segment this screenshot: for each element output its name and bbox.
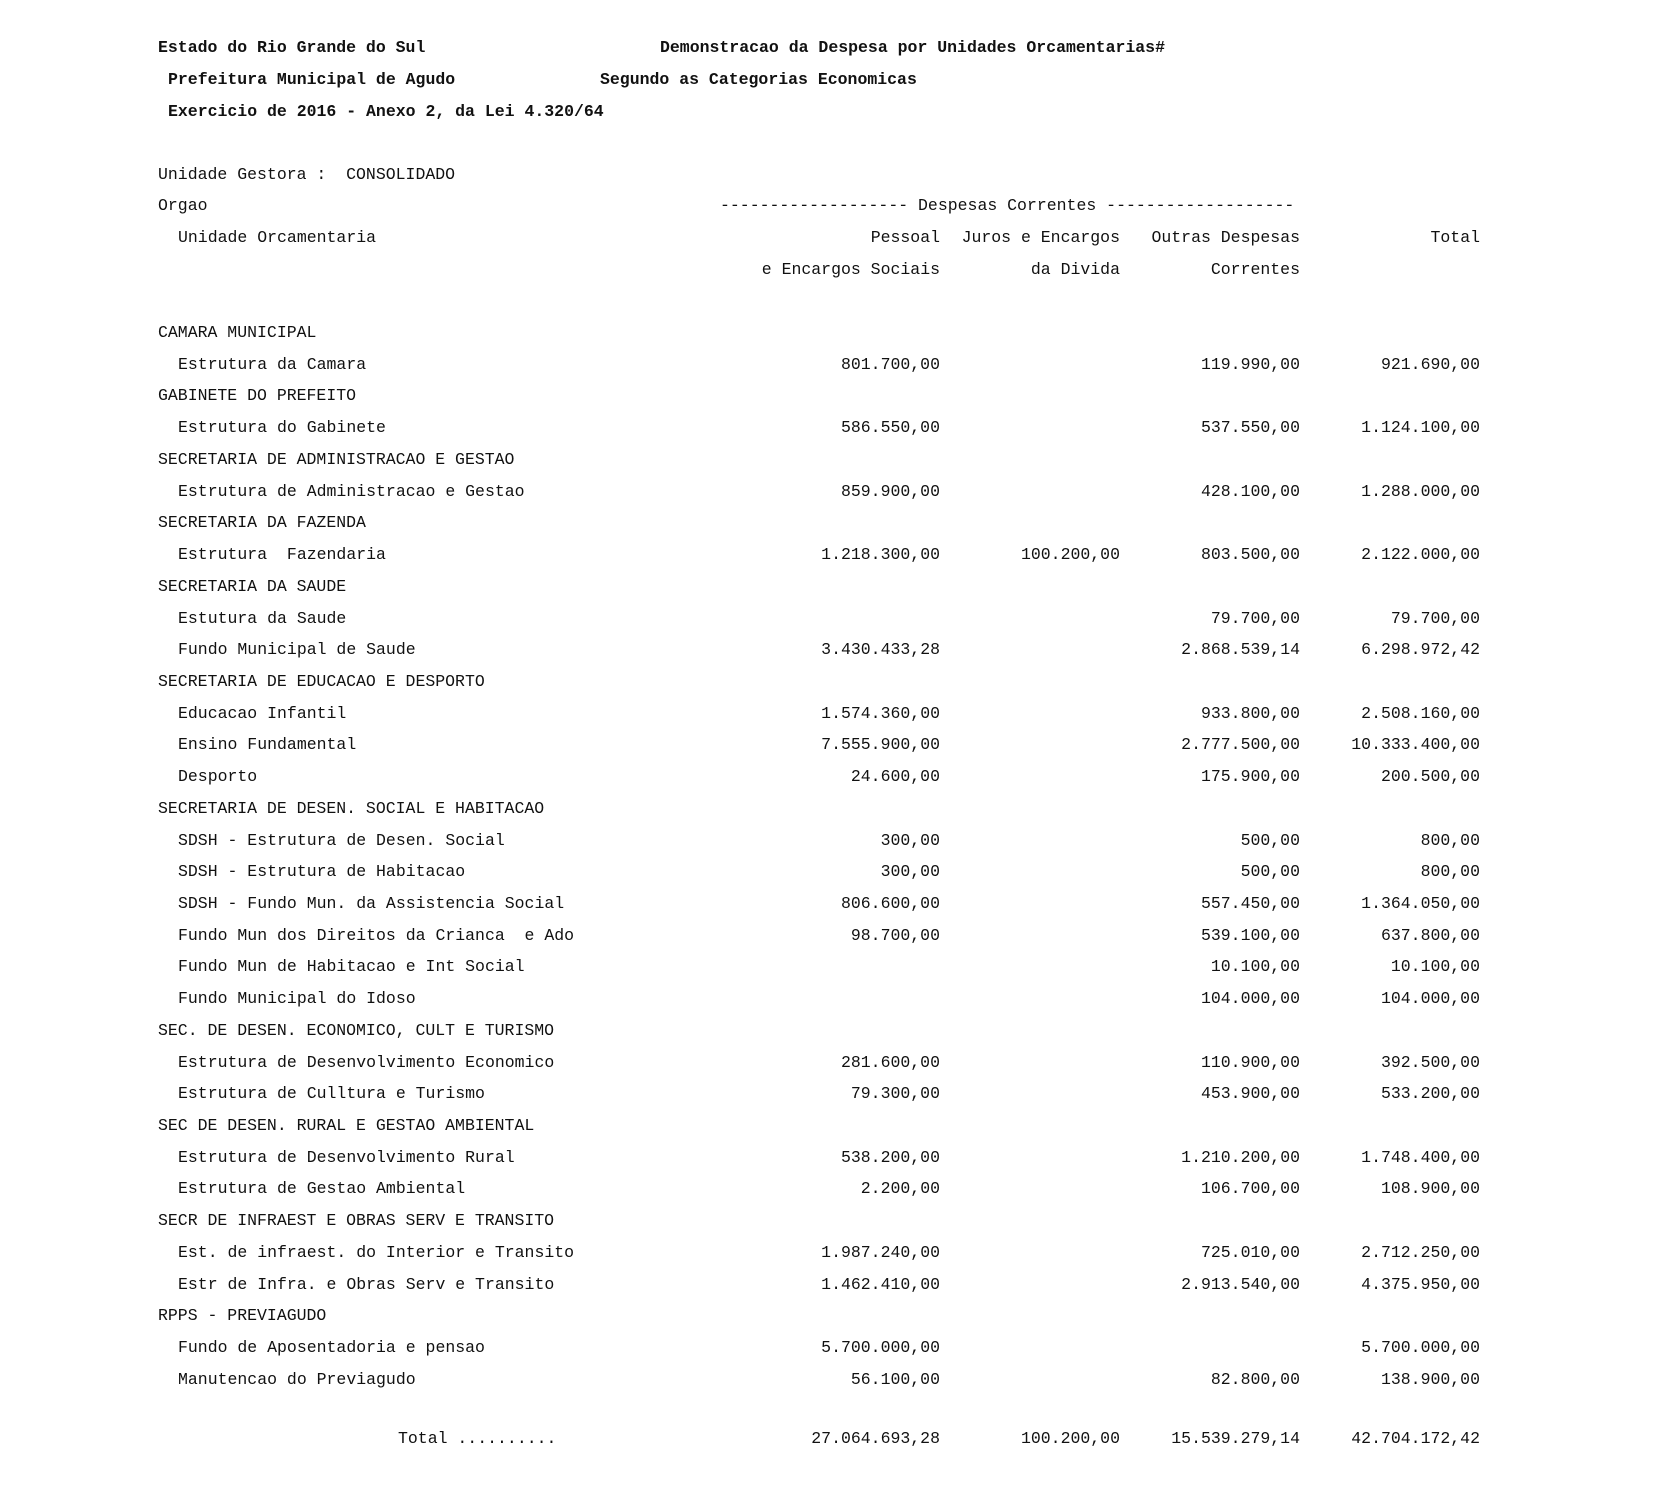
cell-total: 5.700.000,00 xyxy=(1361,1338,1480,1357)
unit-name: Est. de infraest. do Interior e Transito xyxy=(178,1242,575,1262)
cell-outras: 500,00 xyxy=(1240,830,1300,850)
unit-name: Estrutura de Administracao e Gestao xyxy=(178,481,525,501)
orgao-heading: SECRETARIA DE ADMINISTRACAO E GESTAO xyxy=(158,449,515,469)
cell-total: 1.748.400,00 xyxy=(1361,1147,1480,1167)
orgao-heading: SEC. DE DESEN. ECONOMICO, CULT E TURISMO xyxy=(158,1020,555,1040)
cell-pessoal: 859.900,00 xyxy=(840,481,940,501)
orgao-heading: SECRETARIA DA SAUDE xyxy=(158,576,347,596)
cell-total: 6.298.972,42 xyxy=(1361,640,1480,660)
cell-outras: 539.100,00 xyxy=(1200,925,1300,945)
cell-total: 104.000,00 xyxy=(1380,989,1480,1009)
cell-total: 921.690,00 xyxy=(1380,354,1480,374)
unit-name: Manutencao do Previagudo xyxy=(178,1369,416,1389)
unit-name: Educacao Infantil xyxy=(178,703,347,723)
unit-name: Estrutura do Gabinete xyxy=(178,418,386,438)
cell-outras: 119.990,00 xyxy=(1200,354,1300,374)
orgao-heading: SECR DE INFRAEST E OBRAS SERV E TRANSITO xyxy=(158,1211,555,1231)
municipality-name: Prefeitura Municipal de Agudo xyxy=(168,70,456,89)
cell-total: 138.900,00 xyxy=(1380,1369,1480,1389)
cell-pessoal: 281.600,00 xyxy=(840,1052,940,1072)
unit-name: Estrutura da Camara xyxy=(178,354,367,374)
cell-total: 4.375.950,00 xyxy=(1361,1274,1480,1294)
cell-total: 800,00 xyxy=(1420,830,1480,850)
col-header-outras: Outras Despesas xyxy=(1151,228,1300,247)
cell-total: 637.800,00 xyxy=(1380,925,1480,945)
cell-pessoal: 1.218.300,00 xyxy=(821,545,940,564)
cell-outras: 453.900,00 xyxy=(1200,1084,1300,1104)
orgao-heading: CAMARA MUNICIPAL xyxy=(158,323,317,342)
cell-total: 10.333.400,00 xyxy=(1351,735,1480,755)
orgao-heading: RPPS - PREVIAGUDO xyxy=(158,1306,327,1326)
unit-name: Estrutura de Desenvolvimento Rural xyxy=(178,1147,515,1167)
cell-outras: 110.900,00 xyxy=(1200,1052,1300,1072)
unit-name: SDSH - Estrutura de Desen. Social xyxy=(178,830,505,850)
cell-outras: 933.800,00 xyxy=(1200,703,1300,723)
cell-outras: 10.100,00 xyxy=(1210,957,1300,977)
cell-pessoal: 7.555.900,00 xyxy=(821,735,940,755)
cell-total: 533.200,00 xyxy=(1380,1084,1480,1104)
cell-pessoal: 1.987.240,00 xyxy=(821,1242,940,1262)
orgao-heading: SEC DE DESEN. RURAL E GESTAO AMBIENTAL xyxy=(158,1116,535,1135)
cell-pessoal: 1.462.410,00 xyxy=(821,1274,940,1294)
cell-total: 79.700,00 xyxy=(1390,608,1480,628)
cell-outras: 82.800,00 xyxy=(1210,1369,1300,1389)
cell-pessoal: 24.600,00 xyxy=(850,767,940,787)
col-header-total: Total xyxy=(1430,228,1480,247)
cell-outras: 175.900,00 xyxy=(1200,767,1300,787)
cell-pessoal: 79.300,00 xyxy=(850,1084,940,1104)
total-juros: 100.200,00 xyxy=(1020,1429,1120,1448)
unit-name: Fundo Mun de Habitacao e Int Social xyxy=(178,957,525,977)
cell-outras: 79.700,00 xyxy=(1210,608,1300,628)
col-header-pessoal: Pessoal xyxy=(870,228,940,247)
total-pessoal: 27.064.693,28 xyxy=(811,1429,940,1448)
col-header-outras-2: Correntes xyxy=(1210,260,1300,279)
cell-outras: 104.000,00 xyxy=(1200,989,1300,1009)
orgao-heading: SECRETARIA DE EDUCACAO E DESPORTO xyxy=(158,671,485,691)
cell-pessoal: 98.700,00 xyxy=(850,925,940,945)
cell-pessoal: 300,00 xyxy=(880,862,940,882)
cell-outras: 725.010,00 xyxy=(1200,1242,1300,1262)
orgao-heading: GABINETE DO PREFEITO xyxy=(158,386,357,406)
cell-outras: 803.500,00 xyxy=(1200,545,1300,564)
unit-name: SDSH - Fundo Mun. da Assistencia Social xyxy=(178,894,565,913)
cell-total: 2.122.000,00 xyxy=(1361,545,1480,564)
total-outras: 15.539.279,14 xyxy=(1171,1429,1300,1448)
unit-name: Desporto xyxy=(178,767,258,787)
col-group-despesas-correntes: ------------------- Despesas Correntes ------------------- xyxy=(720,196,1295,215)
cell-total: 392.500,00 xyxy=(1380,1052,1480,1072)
unidade-gestora: Unidade Gestora : CONSOLIDADO xyxy=(158,165,456,184)
cell-total: 800,00 xyxy=(1420,862,1480,882)
cell-pessoal: 2.200,00 xyxy=(860,1179,940,1199)
cell-outras: 428.100,00 xyxy=(1200,481,1300,501)
cell-total: 1.124.100,00 xyxy=(1361,418,1480,438)
cell-total: 2.712.250,00 xyxy=(1361,1242,1480,1262)
col-header-pessoal-2: e Encargos Sociais xyxy=(761,260,940,279)
unit-name: Estr de Infra. e Obras Serv e Transito xyxy=(178,1274,555,1294)
unit-name: Fundo Municipal do Idoso xyxy=(178,989,416,1009)
exercise-line: Exercicio de 2016 - Anexo 2, da Lei 4.320/64 xyxy=(168,102,604,121)
unit-name: Estrutura de Gestao Ambiental xyxy=(178,1179,466,1199)
unit-name: Estrutura Fazendaria xyxy=(178,545,386,564)
cell-pessoal: 806.600,00 xyxy=(840,894,940,913)
cell-pessoal: 3.430.433,28 xyxy=(821,640,940,660)
col-header-unidade: Unidade Orcamentaria xyxy=(178,228,377,247)
cell-total: 2.508.160,00 xyxy=(1361,703,1480,723)
cell-outras: 537.550,00 xyxy=(1200,418,1300,438)
unit-name: Estrutura de Culltura e Turismo xyxy=(178,1084,485,1104)
cell-pessoal: 56.100,00 xyxy=(850,1369,940,1389)
orgao-heading: SECRETARIA DE DESEN. SOCIAL E HABITACAO xyxy=(158,798,545,818)
unit-name: Fundo Mun dos Direitos da Crianca e Ado xyxy=(178,925,575,945)
cell-pessoal: 300,00 xyxy=(880,830,940,850)
cell-outras: 2.913.540,00 xyxy=(1181,1274,1300,1294)
cell-total: 10.100,00 xyxy=(1390,957,1480,977)
report-subtitle: Segundo as Categorias Economicas xyxy=(600,70,917,89)
unit-name: Fundo de Aposentadoria e pensao xyxy=(178,1338,485,1357)
cell-total: 1.364.050,00 xyxy=(1361,894,1480,913)
cell-outras: 2.868.539,14 xyxy=(1181,640,1300,660)
col-header-juros-2: da Divida xyxy=(1030,260,1120,279)
unit-name: Fundo Municipal de Saude xyxy=(178,640,416,660)
cell-outras: 1.210.200,00 xyxy=(1181,1147,1300,1167)
col-header-juros: Juros e Encargos xyxy=(961,228,1120,247)
cell-total: 108.900,00 xyxy=(1380,1179,1480,1199)
col-header-orgao: Orgao xyxy=(158,196,208,215)
cell-outras: 2.777.500,00 xyxy=(1181,735,1300,755)
unit-name: Ensino Fundamental xyxy=(178,735,357,755)
cell-pessoal: 5.700.000,00 xyxy=(821,1338,940,1357)
state-name: Estado do Rio Grande do Sul xyxy=(158,38,426,57)
cell-juros: 100.200,00 xyxy=(1020,545,1120,564)
orgao-heading: SECRETARIA DA FAZENDA xyxy=(158,513,366,533)
cell-pessoal: 586.550,00 xyxy=(840,418,940,438)
cell-total: 200.500,00 xyxy=(1380,767,1480,787)
total-geral: 42.704.172,42 xyxy=(1351,1429,1480,1448)
cell-total: 1.288.000,00 xyxy=(1361,481,1480,501)
unit-name: Estutura da Saude xyxy=(178,608,347,628)
cell-outras: 500,00 xyxy=(1240,862,1300,882)
unit-name: SDSH - Estrutura de Habitacao xyxy=(178,862,466,882)
cell-pessoal: 1.574.360,00 xyxy=(821,703,940,723)
cell-outras: 106.700,00 xyxy=(1200,1179,1300,1199)
unit-name: Estrutura de Desenvolvimento Economico xyxy=(178,1052,555,1072)
cell-outras: 557.450,00 xyxy=(1200,894,1300,913)
report-title: Demonstracao da Despesa por Unidades Orcamentarias# xyxy=(660,38,1165,57)
cell-pessoal: 538.200,00 xyxy=(840,1147,940,1167)
cell-pessoal: 801.700,00 xyxy=(840,354,940,374)
total-label: Total .......... xyxy=(398,1429,557,1448)
